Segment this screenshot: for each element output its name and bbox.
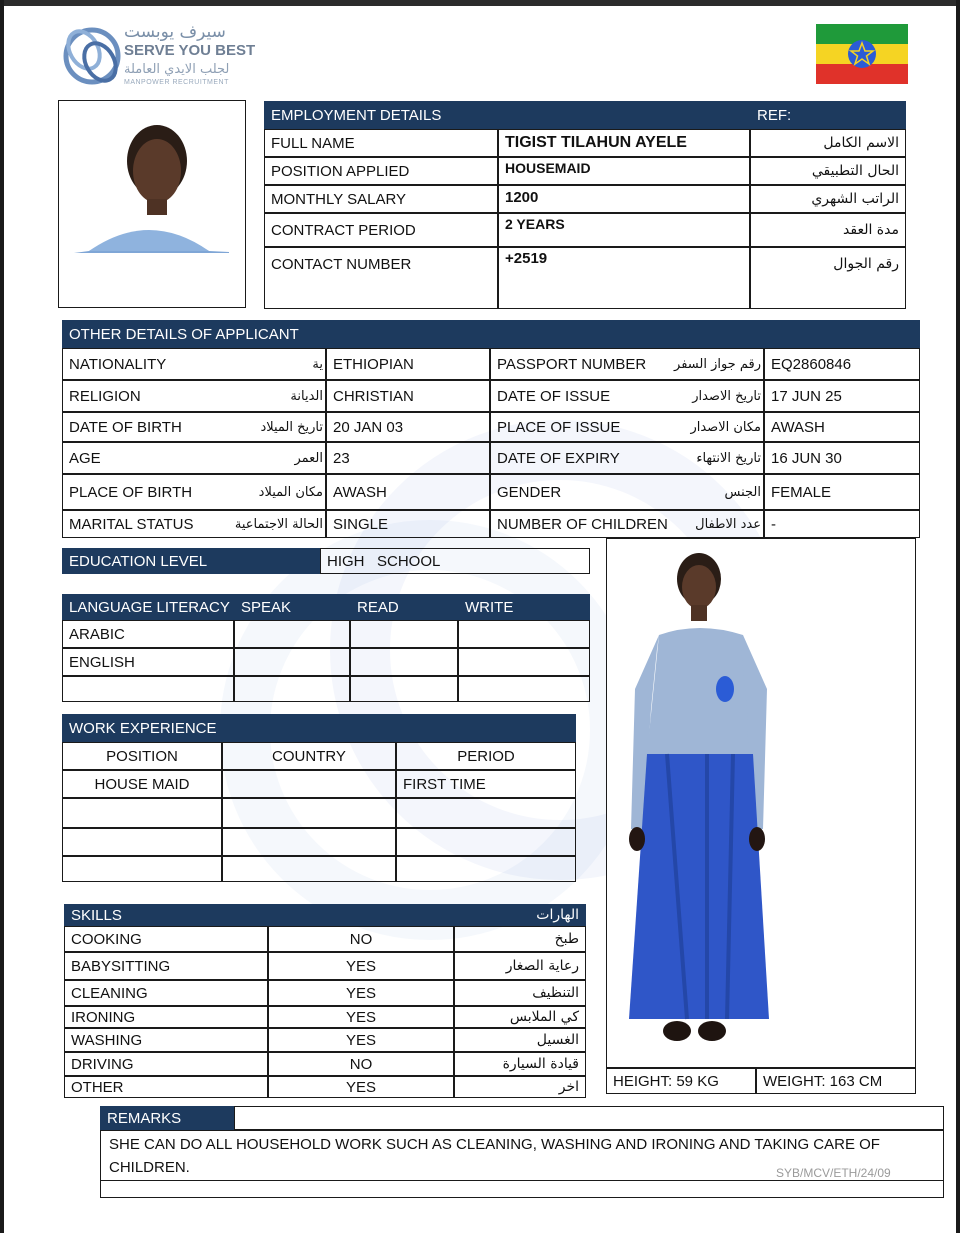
other-label: RELIGION الديانة [62,380,326,412]
place-of-issue-value: AWASH [764,412,920,442]
religion-value: CHRISTIAN [326,380,490,412]
language-header: WRITE [458,594,590,620]
skill-arabic: الغسيل [454,1028,586,1052]
employment-arabic-label: الاسم الكامل [750,129,906,157]
marital-status-value: SINGLE [326,510,490,538]
other-label: GENDER الجنس [490,474,764,510]
employment-arabic-label: الراتب الشهري [750,185,906,213]
employment-label: CONTRACT PERIOD [264,213,498,247]
date-of-issue-value: 17 JUN 25 [764,380,920,412]
skill-arabic: قيادة السيارة [454,1052,586,1076]
number-of-children-value: - [764,510,920,538]
full-body-photo [606,538,916,1068]
skill-arabic: اخر [454,1076,586,1098]
skill-arabic: رعاية الصغار [454,952,586,980]
other-label: PLACE OF ISSUE مكان الاصدار [490,412,764,442]
other-label: DATE OF EXPIRY تاريخ الانتهاء [490,442,764,474]
work-empty-cell [62,798,222,828]
height-value: HEIGHT: 59 KG [606,1068,756,1094]
employment-label: FULL NAME [264,129,498,157]
other-label: NATIONALITY ية [62,348,326,380]
employment-label: POSITION APPLIED [264,157,498,185]
work-column-header: POSITION [62,742,222,770]
brand-arabic-tagline: لجلب الايدي العاملة [124,62,230,77]
nationality-value: ETHIOPIAN [326,348,490,380]
other-details-header-right [490,320,920,348]
employment-label: CONTACT NUMBER [264,247,498,309]
language-cell [350,620,458,648]
skill-value: YES [268,1076,454,1098]
language-cell [234,676,350,702]
contact-number-value: +2519 [498,247,750,309]
other-details-header: OTHER DETAILS OF APPLICANT [62,320,490,348]
contract-period-value: 2 YEARS [498,213,750,247]
work-empty-cell [396,828,576,856]
work-empty-cell [396,798,576,828]
ethiopia-flag-icon [816,24,908,84]
left-border [0,0,4,1233]
language-header: READ [350,594,458,620]
other-label: AGE العمر [62,442,326,474]
employment-header: EMPLOYMENT DETAILS [264,101,750,129]
top-border [0,0,960,6]
skill-name: WASHING [64,1028,268,1052]
brand-logo-icon [62,24,122,88]
work-period: FIRST TIME [396,770,576,798]
other-label: MARITAL STATUS الحالة الاجتماعية [62,510,326,538]
remarks-text: SHE CAN DO ALL HOUSEHOLD WORK SUCH AS CLEANING, WASHING AND IRONING AND TAKING CARE OF CHILDREN. [100,1130,944,1198]
work-empty-cell [396,856,576,882]
language-name: ARABIC [62,620,234,648]
work-empty-cell [62,828,222,856]
place-of-birth-value: AWASH [326,474,490,510]
brand-subtitle: MANPOWER RECRUITMENT [124,79,229,86]
language-cell [234,648,350,676]
skills-header: SKILLS [64,904,354,926]
education-value: HIGH SCHOOL [320,548,590,574]
position-applied-value: HOUSEMAID [498,157,750,185]
skill-name: CLEANING [64,980,268,1006]
employment-arabic-label: رقم الجوال [750,247,906,309]
brand-arabic-name: سيرف يوبست [124,22,226,42]
education-label: EDUCATION LEVEL [62,548,320,574]
employment-arabic-label: الحال التطبيقي [750,157,906,185]
work-experience-header-right [318,714,576,742]
skill-name: BABYSITTING [64,952,268,980]
skill-name: IRONING [64,1006,268,1028]
other-label: DATE OF ISSUE تاريخ الاصدار [490,380,764,412]
skill-value: YES [268,952,454,980]
language-cell [458,620,590,648]
work-country [222,770,396,798]
language-cell [234,620,350,648]
skill-value: YES [268,1006,454,1028]
language-cell [350,676,458,702]
skill-name: COOKING [64,926,268,952]
full-name-value: TIGIST TILAHUN AYELE [498,129,750,157]
headshot-photo [58,100,246,308]
skill-value: YES [268,1028,454,1052]
skill-arabic: التنظيف [454,980,586,1006]
skill-arabic: كي الملابس [454,1006,586,1028]
skill-value: NO [268,926,454,952]
ref-label: REF: [750,101,906,129]
remarks-header: REMARKS [100,1106,234,1130]
gender-value: FEMALE [764,474,920,510]
remarks-header-blank [234,1106,944,1130]
language-cell [350,648,458,676]
work-position: HOUSE MAID [62,770,222,798]
work-empty-cell [222,856,396,882]
age-value: 23 [326,442,490,474]
skills-header-arabic: الهارات [354,904,586,926]
work-experience-header: WORK EXPERIENCE [62,714,318,742]
work-column-header: COUNTRY [222,742,396,770]
skill-name: OTHER [64,1076,268,1098]
other-label: NUMBER OF CHILDREN عدد الاطفال [490,510,764,538]
language-header: SPEAK [234,594,350,620]
passport-number-value: EQ2860846 [764,348,920,380]
language-header: LANGUAGE LITERACY [62,594,234,620]
date-of-birth-value: 20 JAN 03 [326,412,490,442]
skill-value: YES [268,980,454,1006]
work-empty-cell [222,828,396,856]
skill-arabic: طبخ [454,926,586,952]
brand-english-name: SERVE YOU BEST [124,42,256,59]
weight-value: WEIGHT: 163 CM [756,1068,916,1094]
work-column-header: PERIOD [396,742,576,770]
skill-name: DRIVING [64,1052,268,1076]
employment-arabic-label: مدة العقد [750,213,906,247]
employment-label: MONTHLY SALARY [264,185,498,213]
language-cell [458,676,590,702]
other-label: PASSPORT NUMBER رقم جواز السفر [490,348,764,380]
work-empty-cell [222,798,396,828]
date-of-expiry-value: 16 JUN 30 [764,442,920,474]
document-code: SYB/MCV/ETH/24/09 [776,1166,891,1180]
skill-value: NO [268,1052,454,1076]
other-label: DATE OF BIRTH تاريخ الميلاد [62,412,326,442]
language-name: ENGLISH [62,648,234,676]
language-name [62,676,234,702]
other-label: PLACE OF BIRTH مكان الميلاد [62,474,326,510]
work-empty-cell [62,856,222,882]
monthly-salary-value: 1200 [498,185,750,213]
right-border [956,0,960,1233]
language-cell [458,648,590,676]
